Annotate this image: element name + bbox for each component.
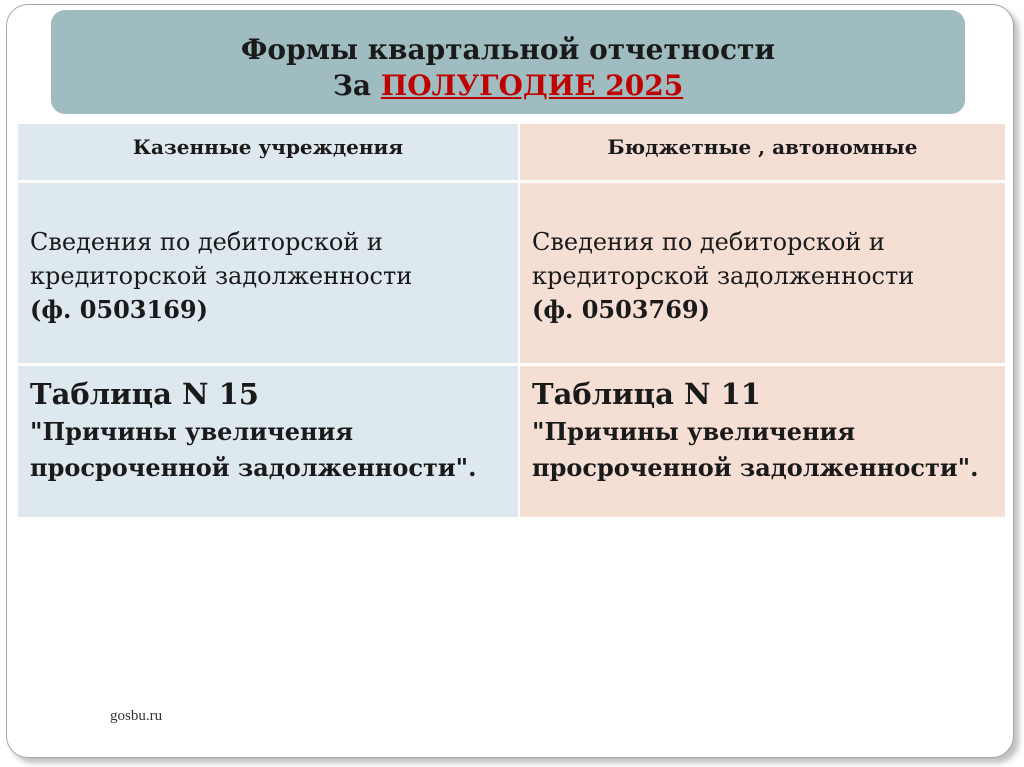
- header-kazennye: Казенные учреждения: [18, 124, 518, 180]
- cell-text-line: кредиторской задолженности: [30, 262, 413, 290]
- reporting-period: ПОЛУГОДИЕ 2025: [380, 69, 684, 102]
- source-label: gosbu.ru: [110, 708, 163, 724]
- subtitle-prefix: За: [332, 69, 381, 102]
- page-title: Формы квартальной отчетности: [240, 33, 776, 66]
- title-banner: [51, 10, 965, 114]
- page-subtitle: [51, 68, 965, 104]
- cell-text-line: просроченной задолженности".: [30, 453, 477, 482]
- cell-table15-kazennye: [18, 366, 518, 517]
- table-number: Таблица N 11: [532, 377, 761, 411]
- header-byudzhetnye: Бюджетные , автономные: [520, 124, 1005, 180]
- cell-text-line: Сведения по дебиторской и: [30, 228, 383, 256]
- form-code: (ф. 0503769): [532, 295, 710, 324]
- cell-text-line: Сведения по дебиторской и: [532, 228, 885, 256]
- form-code: (ф. 0503169): [30, 295, 208, 324]
- cell-debt-info-kazennye: [18, 183, 518, 363]
- cell-table11-byudzhetnye: [520, 366, 1005, 517]
- cell-text-line: "Причины увеличения: [532, 417, 856, 446]
- cell-text-line: просроченной задолженности".: [532, 453, 979, 482]
- cell-text-line: кредиторской задолженности: [532, 262, 915, 290]
- table-number: Таблица N 15: [30, 377, 259, 411]
- cell-debt-info-byudzhetnye: [520, 183, 1005, 363]
- cell-text-line: "Причины увеличения: [30, 417, 354, 446]
